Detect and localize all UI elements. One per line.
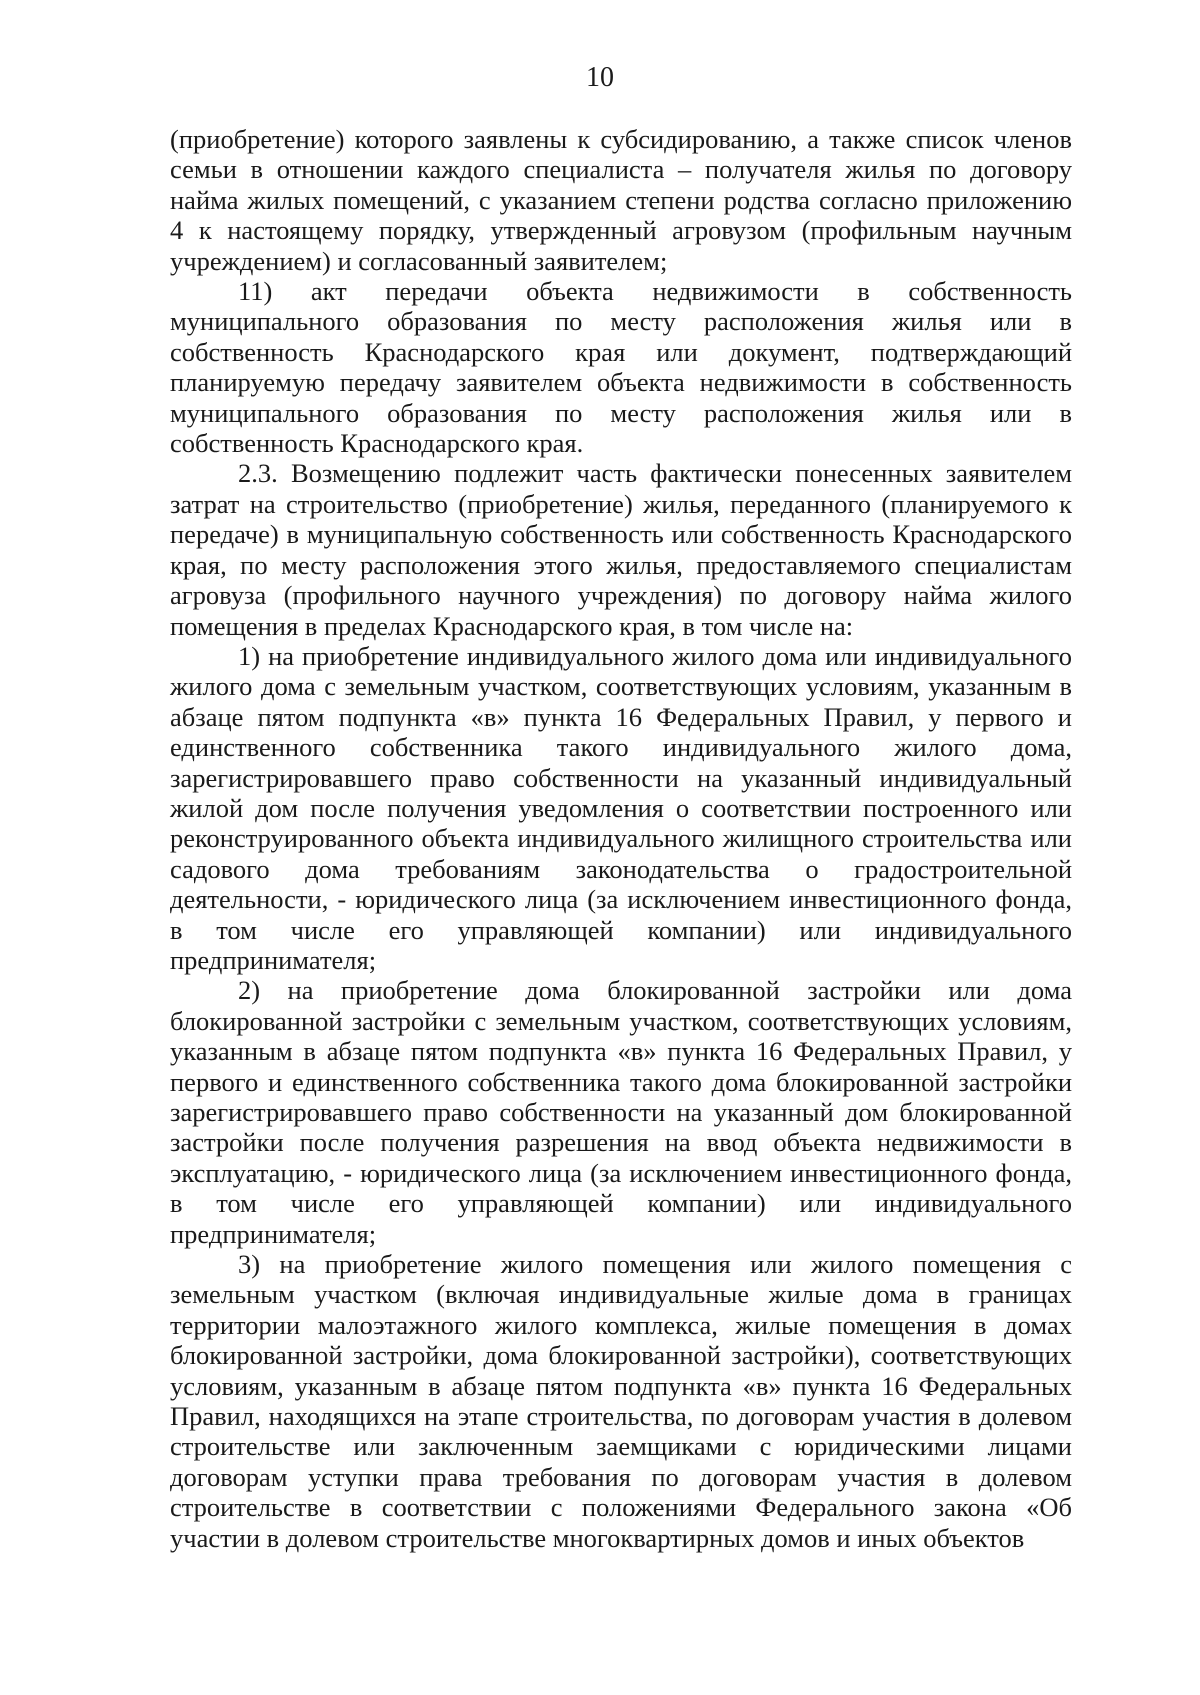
paragraph-item-1: 1) на приобретение индивидуального жилого дома или индивидуального жилого дома с земельным участком, соответствующих условиям, указанным в абзаце пятом подпункта «в» пункта 16 Федеральных Правил, у первого и единственного собственника такого индивидуального жилого дома, зарегистрировавшего право собственности на указанный индивидуальный жилой дом после получения уведомления о соответствии построенного или реконструированного объекта индивидуального жилищного строительства или садового дома требованиям законодательства о градостроительной деятельности, - юридического лица (за исключением инвестиционного фонда, в том числе его управляющей компании) или индивидуального предпринимателя;: [170, 640, 1072, 975]
page-number: 10: [586, 62, 614, 93]
paragraph-continuation: (приобретение) которого заявлены к субсидированию, а также список членов семьи в отношении каждого специалиста – получателя жилья по договору найма жилых помещений, с указанием степени родства согласно приложению 4 к настоящему порядку, утвержденный агровузом (профильным научным учреждением) и согласованный заявителем;: [170, 124, 1072, 276]
paragraph-item-11: 11) акт передачи объекта недвижимости в собственность муниципального образования по месту расположения жилья или в собственность Краснодарского края или документ, подтверждающий планируемую передачу заявителем объекта недвижимости в собственность муниципального образования по месту расположения жилья или в собственность Краснодарского края.: [170, 276, 1072, 459]
paragraph-item-2: 2) на приобретение дома блокированной застройки или дома блокированной застройки с земельным участком, соответствующих условиям, указанным в абзаце пятом подпункта «в» пункта 16 Федеральных Правил, у первого и единственного собственника такого дома блокированной застройки зарегистрировавшего право собственности на указанный дом блокированной застройки после получения разрешения на ввод объекта недвижимости в эксплуатацию, - юридического лица (за исключением инвестиционного фонда, в том числе его управляющей компании) или индивидуального предпринимателя;: [170, 975, 1072, 1249]
document-body: [170, 124, 1072, 1553]
paragraph-item-3: 3) на приобретение жилого помещения или жилого помещения с земельным участком (включая индивидуальные жилые дома в границах территории малоэтажного жилого комплекса, жилые помещения в домах блокированной застройки, дома блокированной застройки), соответствующих условиям, указанным в абзаце пятом подпункта «в» пункта 16 Федеральных Правил, находящихся на этапе строительства, по договорам участия в долевом строительстве или заключенным заемщиками с юридическими лицами договорам уступки права требования по договорам участия в долевом строительстве в соответствии с положениями Федерального закона «Об участии в долевом строительстве многоквартирных домов и иных объектов: [170, 1249, 1072, 1553]
paragraph-section-2-3: 2.3. Возмещению подлежит часть фактически понесенных заявителем затрат на строительство (приобретение) жилья, переданного (планируемого к передаче) в муниципальную собственность или собственность Краснодарского края, по месту расположения этого жилья, предоставляемого специалистам агровуза (профильного научного учреждения) по договору найма жилого помещения в пределах Краснодарского края, в том числе на:: [170, 458, 1072, 641]
